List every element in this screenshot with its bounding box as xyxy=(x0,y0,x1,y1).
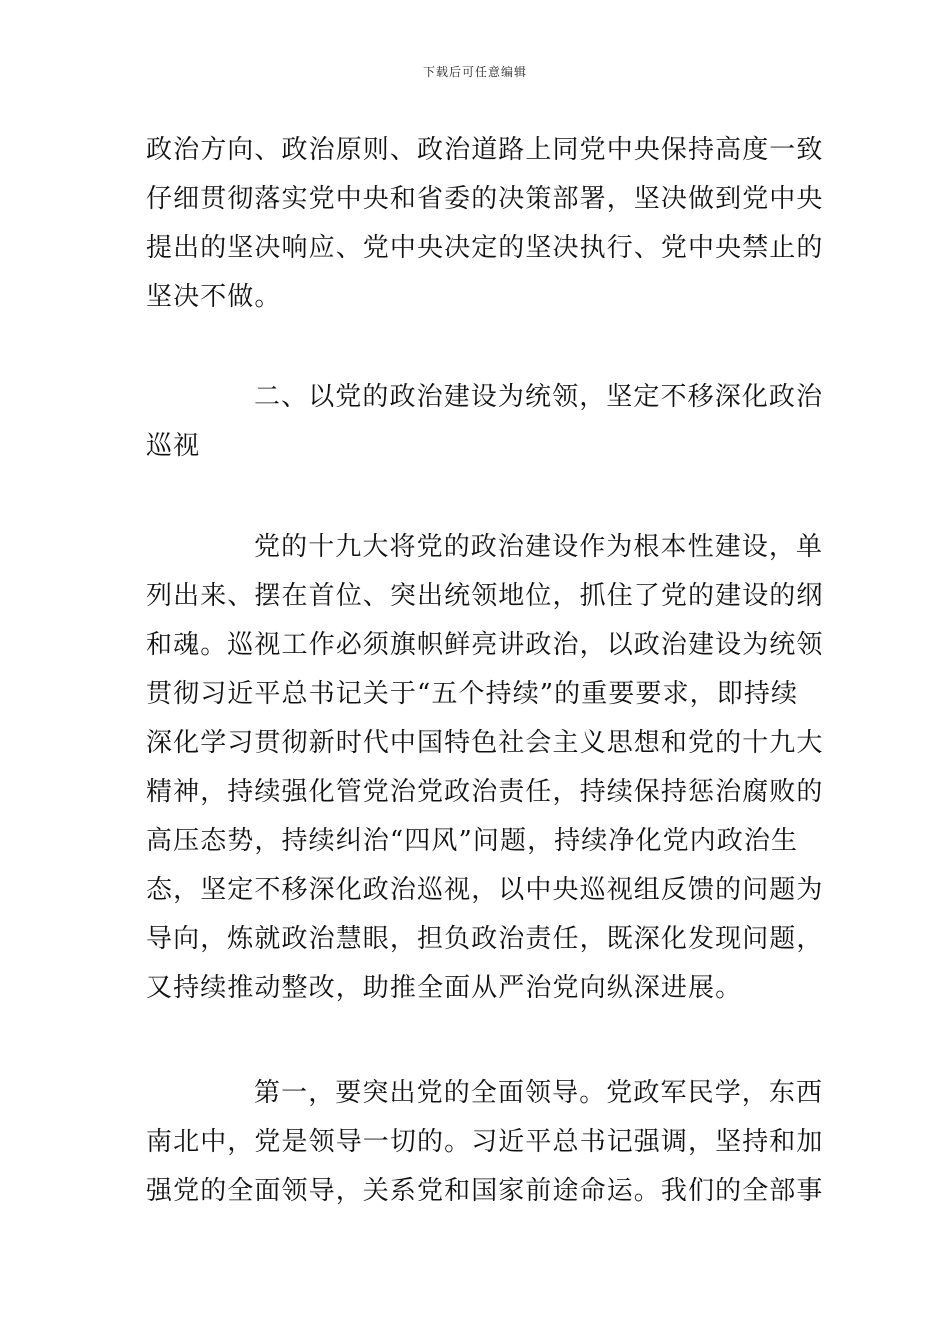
paragraph-political-building xyxy=(146,523,824,1013)
text-line: 和魂。巡视工作必须旗帜鲜亮讲政治，以政治建设为统领 xyxy=(146,630,824,660)
text-line: 态，坚定不移深化政治巡视，以中央巡视组反馈的问题为 xyxy=(146,875,824,905)
paragraph-first-point xyxy=(146,1069,824,1216)
text-line: 列出来、摆在首位、突出统领地位，抓住了党的建设的纲 xyxy=(146,581,824,611)
heading-line: 二、以党的政治建设为统领，坚定不移深化政治 xyxy=(254,382,824,412)
text-line: 提出的坚决响应、党中央决定的坚决执行、党中央禁止的 xyxy=(146,233,824,263)
page-header: 下载后可任意编辑 xyxy=(422,65,527,79)
text-line: 精神，持续强化管党治党政治责任，持续保持惩治腐败的 xyxy=(146,777,824,807)
heading-line: 巡视 xyxy=(146,431,201,461)
text-line: 强党的全面领导，关系党和国家前途命运。我们的全部事 xyxy=(146,1176,824,1206)
text-line: 南北中，党是领导一切的。习近平总书记强调，坚持和加 xyxy=(146,1127,824,1157)
section-heading xyxy=(146,373,824,471)
paragraph-continuation xyxy=(146,126,824,322)
text-line: 第一，要突出党的全面领导。党政军民学，东西 xyxy=(254,1078,824,1108)
text-line: 深化学习贯彻新时代中国特色社会主义思想和党的十九大 xyxy=(146,728,824,758)
text-line: 政治方向、政治原则、政治道路上同党中央保持高度一致 xyxy=(146,135,824,165)
text-line: 仔细贯彻落实党中央和省委的决策部署，坚决做到党中央 xyxy=(146,184,824,214)
text-line: 贯彻习近平总书记关于“五个持续”的重要要求，即持续 xyxy=(146,679,799,709)
text-line: 坚决不做。 xyxy=(146,282,282,312)
text-line: 高压态势，持续纠治“四风”问题，持续净化党内政治生 xyxy=(146,826,799,856)
text-line: 又持续推动整改，助推全面从严治党向纵深进展。 xyxy=(146,973,743,1003)
text-line: 党的十九大将党的政治建设作为根本性建设，单 xyxy=(254,532,824,562)
text-line: 导向，炼就政治慧眼，担负政治责任，既深化发现问题， xyxy=(146,924,824,954)
